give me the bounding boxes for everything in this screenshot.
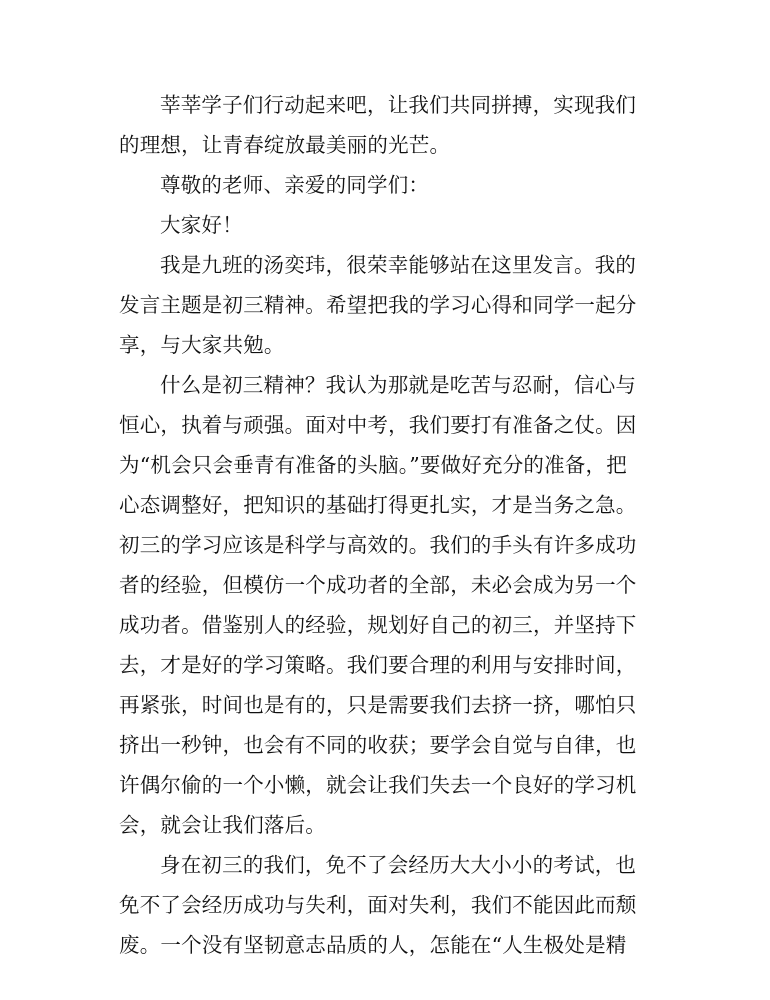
text-line: 会，就会让我们落后。 bbox=[119, 813, 326, 837]
text-line: 发言主题是初三精神。希望把我的学习心得和同学一起分 bbox=[119, 293, 637, 317]
text-line: 初三的学习应该是科学与高效的。我们的手头有许多成功 bbox=[119, 533, 637, 557]
text-line: 挤出一秒钟，也会有不同的收获；要学会自觉与自律，也 bbox=[119, 733, 637, 757]
greeting-line: 大家好！ bbox=[160, 213, 243, 237]
text-line: 者的经验，但模仿一个成功者的全部，未必会成为另一个 bbox=[119, 573, 637, 597]
text-line: 许偶尔偷的一个小懒，就会让我们失去一个良好的学习机 bbox=[119, 773, 637, 797]
text-line: 废。一个没有坚韧意志品质的人，怎能在“人生极处是精 bbox=[119, 933, 627, 957]
text-line: 莘莘学子们行动起来吧，让我们共同拼搏，实现我们 bbox=[160, 93, 637, 117]
text-line: 再紧张，时间也是有的，只是需要我们去挤一挤，哪怕只 bbox=[119, 693, 637, 717]
text-line: 为“机会只会垂青有准备的头脑。”要做好充分的准备，把 bbox=[119, 453, 627, 477]
body-text bbox=[119, 85, 643, 965]
text-line: 恒心，执着与顽强。面对中考，我们要打有准备之仗。因 bbox=[119, 413, 637, 437]
text-line: 什么是初三精神？我认为那就是吃苦与忍耐，信心与 bbox=[160, 373, 637, 397]
text-line: 去，才是好的学习策略。我们要合理的利用与安排时间， bbox=[119, 653, 637, 677]
text-line: 成功者。借鉴别人的经验，规划好自己的初三，并坚持下 bbox=[119, 613, 637, 637]
text-line: 身在初三的我们，免不了会经历大大小小的考试，也 bbox=[160, 853, 637, 877]
text-line: 免不了会经历成功与失利，面对失利，我们不能因此而颓 bbox=[119, 893, 637, 917]
text-line: 我是九班的汤奕玮，很荣幸能够站在这里发言。我的 bbox=[160, 253, 637, 277]
text-line: 享，与大家共勉。 bbox=[119, 333, 285, 357]
text-line: 的理想，让青春绽放最美丽的光芒。 bbox=[119, 133, 451, 157]
text-line: 心态调整好，把知识的基础打得更扎实，才是当务之急。 bbox=[119, 493, 637, 517]
salutation-line: 尊敬的老师、亲爱的同学们： bbox=[160, 173, 430, 197]
